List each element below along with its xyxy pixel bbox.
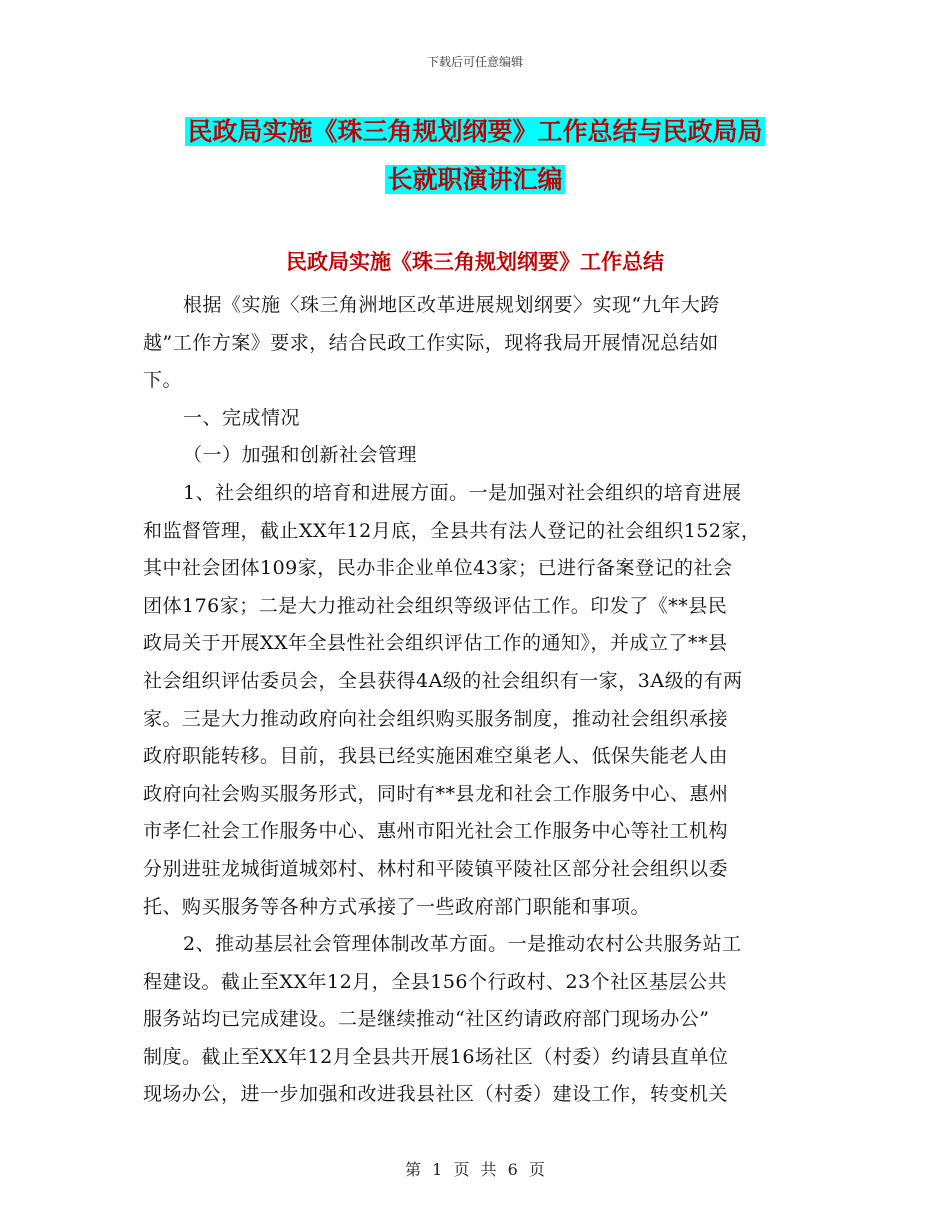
body-line: 政局关于开展XX年全县性社会组织评估工作的通知》，并成立了**县 bbox=[143, 632, 728, 655]
document-title bbox=[0, 108, 950, 204]
document-body bbox=[143, 287, 810, 1114]
body-line: （一）加强和创新社会管理 bbox=[183, 444, 418, 467]
body-line: 下。 bbox=[143, 369, 183, 392]
body-line: 市孝仁社会工作服务中心、惠州市阳光社会工作服务中心等社工机构 bbox=[143, 820, 729, 843]
body-line: 家。三是大力推动政府向社会组织购买服务制度，推动社会组织承接 bbox=[143, 707, 729, 730]
body-line: 分别进驻龙城街道城郊村、林村和平陵镇平陵社区部分社会组织以委 bbox=[143, 857, 729, 880]
body-line: 越”工作方案》要求，结合民政工作实际，现将我局开展情况总结如 bbox=[143, 331, 719, 354]
body-line: 服务站均已完成建设。二是继续推动“社区约请政府部门现场办公” bbox=[143, 1008, 710, 1031]
body-line: 和监督管理，截止XX年12月底，全县共有法人登记的社会组织152家， bbox=[143, 519, 761, 542]
section-title: 民政局实施《珠三角规划纲要》工作总结 bbox=[286, 249, 664, 274]
body-line: 程建设。截止至XX年12月，全县156个行政村、23个社区基层公共 bbox=[143, 970, 728, 993]
body-line: 社会组织评估委员会，全县获得4A级的社会组织有一家，3A级的有两 bbox=[143, 669, 743, 692]
body-line: 1、社会组织的培育和进展方面。一是加强对社会组织的培育进展 bbox=[183, 481, 742, 504]
header-note: 下载后可任意编辑 bbox=[426, 55, 523, 69]
body-line: 其中社会团体109家，民办非企业单位43家；已进行备案登记的社会 bbox=[143, 557, 733, 580]
body-line: 政府向社会购买服务形式，同时有**县龙和社会工作服务中心、惠州 bbox=[143, 782, 729, 805]
body-line: 根据《实施〈珠三角洲地区改革进展规划纲要〉实现“九年大跨 bbox=[183, 294, 720, 316]
body-line: 现场办公，进一步加强和改进我县社区（村委）建设工作，转变机关 bbox=[143, 1083, 729, 1106]
body-line: 托、购买服务等各种方式承接了一些政府部门职能和事项。 bbox=[143, 895, 651, 918]
body-line: 2、推动基层社会管理体制改革方面。一是推动农村公共服务站工 bbox=[183, 933, 742, 956]
page-footer: 第 1 页 共 6 页 bbox=[405, 1160, 545, 1179]
body-line: 一、完成情况 bbox=[183, 406, 301, 429]
title-line-2: 长就职演讲汇编 bbox=[387, 165, 563, 194]
body-line: 政府职能转移。目前，我县已经实施困难空巢老人、低保失能老人由 bbox=[143, 745, 729, 768]
body-line: 制度。截止至XX年12月全县共开展16场社区（村委）约请县直单位 bbox=[143, 1045, 729, 1068]
body-line: 团体176家；二是大力推动社会组织等级评估工作。印发了《**县民 bbox=[143, 594, 728, 617]
title-line-1: 民政局实施《珠三角规划纲要》工作总结与民政局局 bbox=[187, 117, 763, 146]
